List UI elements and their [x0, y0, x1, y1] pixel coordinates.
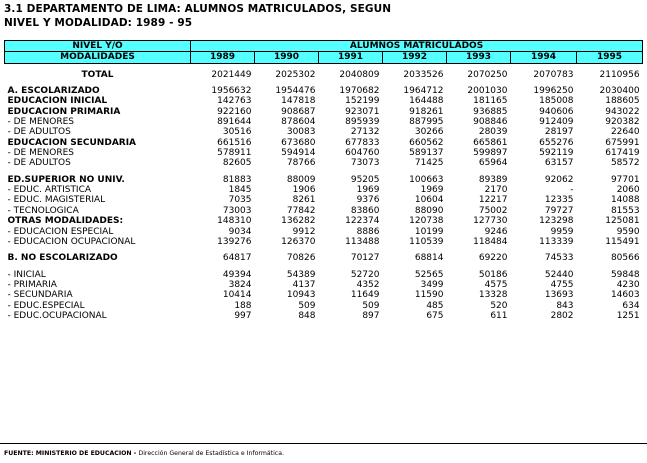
row-label: EDUCACION SECUNDARIA: [7, 137, 137, 148]
table-row: [5, 138, 643, 148]
row-label: - EDUCACION OCUPACIONAL: [7, 236, 136, 247]
value-cell: 70826: [286, 253, 316, 264]
value-cell: 843: [556, 300, 574, 311]
header-year: 1993: [447, 52, 511, 63]
table-row: [5, 270, 643, 280]
value-cell: 110539: [409, 236, 444, 247]
header-year: 1994: [511, 52, 577, 63]
value-cell: 922160: [217, 106, 252, 117]
value-cell: 125081: [605, 216, 640, 227]
value-cell: 520: [490, 300, 508, 311]
source-prefix: FUENTE: MINISTERIO DE EDUCACION -: [4, 450, 139, 457]
row-label: - EDUC. MAGISTERIAL: [7, 195, 106, 206]
value-cell: 661516: [217, 137, 252, 148]
value-cell: 122374: [345, 216, 380, 227]
value-cell: 594914: [281, 148, 316, 159]
source-body: Dirección General de Estadística e Informática.: [138, 450, 284, 457]
row-label: OTRAS MODALIDADES:: [7, 216, 124, 227]
value-cell: 2060: [616, 185, 640, 196]
value-cell: 79727: [544, 205, 574, 216]
value-cell: 9246: [484, 226, 508, 237]
table-row: [5, 301, 643, 311]
value-cell: 68814: [414, 253, 444, 264]
value-cell: 2025302: [275, 69, 316, 80]
value-cell: 185008: [539, 96, 574, 107]
value-cell: 8886: [356, 226, 380, 237]
table-row: [5, 206, 643, 216]
value-cell: 148310: [217, 216, 252, 227]
table-row: [5, 117, 643, 127]
value-cell: 2070250: [467, 69, 508, 80]
value-cell: 82605: [222, 158, 252, 169]
value-cell: 4137: [292, 279, 316, 290]
value-cell: 78766: [286, 158, 316, 169]
value-cell: 878604: [281, 117, 316, 128]
value-cell: 52565: [414, 269, 444, 280]
value-cell: 1845: [228, 185, 252, 196]
row-label: - DE ADULTOS: [7, 158, 71, 169]
value-cell: 13328: [478, 290, 508, 301]
value-cell: 28039: [478, 127, 508, 138]
value-cell: 115491: [605, 236, 640, 247]
value-cell: 88090: [414, 205, 444, 216]
value-cell: 30516: [222, 127, 252, 138]
value-cell: 2040809: [339, 69, 380, 80]
value-cell: 126370: [281, 236, 316, 247]
value-cell: 940606: [539, 106, 574, 117]
value-cell: 120738: [409, 216, 444, 227]
value-cell: 13693: [544, 290, 574, 301]
value-cell: 485: [426, 300, 444, 311]
row-label: ED.SUPERIOR NO UNIV.: [7, 174, 125, 185]
value-cell: 2001030: [467, 86, 508, 97]
header-row-1: [5, 41, 643, 52]
value-cell: 10414: [222, 290, 252, 301]
value-cell: 592119: [539, 148, 574, 159]
value-cell: 920382: [605, 117, 640, 128]
value-cell: 10943: [286, 290, 316, 301]
value-cell: 75002: [478, 205, 508, 216]
value-cell: 113488: [345, 236, 380, 247]
row-label: B. NO ESCOLARIZADO: [7, 253, 118, 264]
value-cell: 2030400: [599, 86, 640, 97]
value-cell: 10604: [414, 195, 444, 206]
value-cell: 578911: [217, 148, 252, 159]
value-cell: 908687: [281, 106, 316, 117]
value-cell: 70127: [350, 253, 380, 264]
value-cell: 63157: [544, 158, 574, 169]
table-row: [5, 158, 643, 168]
value-cell: 611: [490, 310, 508, 321]
value-cell: 1964712: [403, 86, 444, 97]
table-row: [5, 107, 643, 117]
row-label: - DE MENORES: [7, 148, 75, 159]
value-cell: 4352: [356, 279, 380, 290]
header-group: ALUMNOS MATRICULADOS: [191, 41, 643, 52]
value-cell: 181165: [473, 96, 508, 107]
value-cell: 1906: [292, 185, 316, 196]
table-row: [5, 195, 643, 205]
value-cell: 59848: [610, 269, 640, 280]
header-row-2: [5, 52, 643, 63]
row-label: - EDUCACION ESPECIAL: [7, 226, 114, 237]
source-note: [4, 450, 284, 457]
value-cell: 188: [234, 300, 252, 311]
value-cell: 49394: [222, 269, 252, 280]
value-cell: 1956632: [211, 86, 252, 97]
value-cell: 12335: [544, 195, 574, 206]
value-cell: 9034: [228, 226, 252, 237]
table-title-line-1: 3.1 DEPARTAMENTO DE LIMA: ALUMNOS MATRICULADOS, SEGUN: [4, 3, 392, 15]
table-row: [5, 70, 643, 80]
value-cell: 9912: [292, 226, 316, 237]
value-cell: 58572: [610, 158, 640, 169]
value-cell: 3499: [420, 279, 444, 290]
value-cell: 188605: [605, 96, 640, 107]
value-cell: 997: [234, 310, 252, 321]
table-row: [5, 237, 643, 247]
value-cell: 73003: [222, 205, 252, 216]
value-cell: 1969: [356, 185, 380, 196]
row-label: - PRIMARIA: [7, 279, 57, 290]
row-label: EDUCACION PRIMARIA: [7, 106, 121, 117]
value-cell: 9590: [616, 226, 640, 237]
value-cell: 89389: [478, 174, 508, 185]
value-cell: 655276: [539, 137, 574, 148]
value-cell: 617419: [605, 148, 640, 159]
value-cell: 1251: [616, 310, 640, 321]
value-cell: 665861: [473, 137, 508, 148]
row-label: - EDUC. ARTÍSTICA: [7, 185, 92, 196]
value-cell: 14088: [610, 195, 640, 206]
row-label: - EDUC.ESPECIAL: [7, 300, 85, 311]
table-row: [5, 96, 643, 106]
value-cell: 10199: [414, 226, 444, 237]
value-cell: 64817: [222, 253, 252, 264]
value-cell: 1996250: [533, 86, 574, 97]
value-cell: 895939: [345, 117, 380, 128]
value-cell: 88009: [286, 174, 316, 185]
value-cell: 509: [298, 300, 316, 311]
header-year: 1989: [191, 52, 255, 63]
value-cell: 891644: [217, 117, 252, 128]
value-cell: 634: [622, 300, 640, 311]
value-cell: 11649: [350, 290, 380, 301]
row-label: - SECUNDARIA: [7, 290, 73, 301]
value-cell: 589137: [409, 148, 444, 159]
value-cell: 11590: [414, 290, 444, 301]
value-cell: 83860: [350, 205, 380, 216]
value-cell: 92062: [544, 174, 574, 185]
table-row: [5, 311, 643, 321]
value-cell: 2110956: [599, 69, 640, 80]
value-cell: 897: [362, 310, 380, 321]
value-cell: 71425: [414, 158, 444, 169]
header-year: 1992: [383, 52, 447, 63]
value-cell: 97701: [610, 174, 640, 185]
value-cell: 14603: [610, 290, 640, 301]
value-cell: 1954476: [275, 86, 316, 97]
value-cell: 675991: [605, 137, 640, 148]
value-cell: 675: [426, 310, 444, 321]
header-nivel: NIVEL Y/O: [5, 41, 191, 52]
value-cell: 2070783: [533, 69, 574, 80]
value-cell: 30266: [414, 127, 444, 138]
value-cell: 599897: [473, 148, 508, 159]
table-row: [5, 290, 643, 300]
row-label: - TECNOLÓGICA: [7, 205, 79, 216]
value-cell: 912409: [539, 117, 574, 128]
value-cell: 30083: [286, 127, 316, 138]
value-cell: 27132: [350, 127, 380, 138]
value-cell: 127730: [473, 216, 508, 227]
value-cell: 136282: [281, 216, 316, 227]
value-cell: 936885: [473, 106, 508, 117]
value-cell: -: [570, 185, 574, 196]
value-cell: 77842: [286, 205, 316, 216]
value-cell: 9376: [356, 195, 380, 206]
table-row: [5, 253, 643, 263]
row-label: A. ESCOLARIZADO: [7, 86, 100, 97]
table-row: [5, 148, 643, 158]
value-cell: 943022: [605, 106, 640, 117]
value-cell: 28197: [544, 127, 574, 138]
value-cell: 918261: [409, 106, 444, 117]
row-label: - EDUC.OCUPACIONAL: [7, 310, 107, 321]
table-row: [5, 216, 643, 226]
value-cell: 100663: [409, 174, 444, 185]
value-cell: 908846: [473, 117, 508, 128]
header-year: 1995: [577, 52, 643, 63]
value-cell: 65964: [478, 158, 508, 169]
value-cell: 673680: [281, 137, 316, 148]
value-cell: 2170: [484, 185, 508, 196]
value-cell: 52720: [350, 269, 380, 280]
value-cell: 848: [298, 310, 316, 321]
value-cell: 9959: [550, 226, 574, 237]
value-cell: 12217: [478, 195, 508, 206]
value-cell: 22640: [610, 127, 640, 138]
value-cell: 3824: [228, 279, 252, 290]
value-cell: 152199: [345, 96, 380, 107]
value-cell: 1970682: [339, 86, 380, 97]
header-modalidades: MODALIDADES: [5, 52, 191, 63]
value-cell: 677833: [345, 137, 380, 148]
value-cell: 604760: [345, 148, 380, 159]
row-label: TOTAL: [81, 69, 114, 80]
value-cell: 923071: [345, 106, 380, 117]
value-cell: 147818: [281, 96, 316, 107]
table-title-line-2: NIVEL Y MODALIDAD: 1989 - 95: [4, 17, 193, 29]
value-cell: 4230: [616, 279, 640, 290]
value-cell: 81883: [222, 174, 252, 185]
value-cell: 118484: [473, 236, 508, 247]
value-cell: 52440: [544, 269, 574, 280]
row-label: EDUCACION INICIAL: [7, 96, 108, 107]
value-cell: 142763: [217, 96, 252, 107]
value-cell: 139276: [217, 236, 252, 247]
header-year: 1990: [255, 52, 319, 63]
value-cell: 887995: [409, 117, 444, 128]
table-row: [5, 127, 643, 137]
value-cell: 69220: [478, 253, 508, 264]
value-cell: 123298: [539, 216, 574, 227]
row-label: - DE ADULTOS: [7, 127, 71, 138]
value-cell: 2033526: [403, 69, 444, 80]
table-row: [5, 175, 643, 185]
value-cell: 2021449: [211, 69, 252, 80]
table-row: [5, 86, 643, 96]
value-cell: 4755: [550, 279, 574, 290]
enrollment-table: [4, 40, 643, 321]
table-row: [5, 280, 643, 290]
value-cell: 509: [362, 300, 380, 311]
header-year: 1991: [319, 52, 383, 63]
value-cell: 54389: [286, 269, 316, 280]
value-cell: 164488: [409, 96, 444, 107]
table-row: [5, 227, 643, 237]
value-cell: 113339: [539, 236, 574, 247]
value-cell: 2802: [550, 310, 574, 321]
value-cell: 80566: [610, 253, 640, 264]
value-cell: 7035: [228, 195, 252, 206]
value-cell: 50186: [478, 269, 508, 280]
value-cell: 4575: [484, 279, 508, 290]
value-cell: 95205: [350, 174, 380, 185]
value-cell: 8261: [292, 195, 316, 206]
value-cell: 660562: [409, 137, 444, 148]
row-label: - DE MENORES: [7, 117, 75, 128]
table-row: [5, 185, 643, 195]
value-cell: 1969: [420, 185, 444, 196]
footer-divider: [0, 443, 647, 444]
value-cell: 74533: [544, 253, 574, 264]
value-cell: 73073: [350, 158, 380, 169]
value-cell: 81553: [610, 205, 640, 216]
row-label: - INICIAL: [7, 269, 46, 280]
